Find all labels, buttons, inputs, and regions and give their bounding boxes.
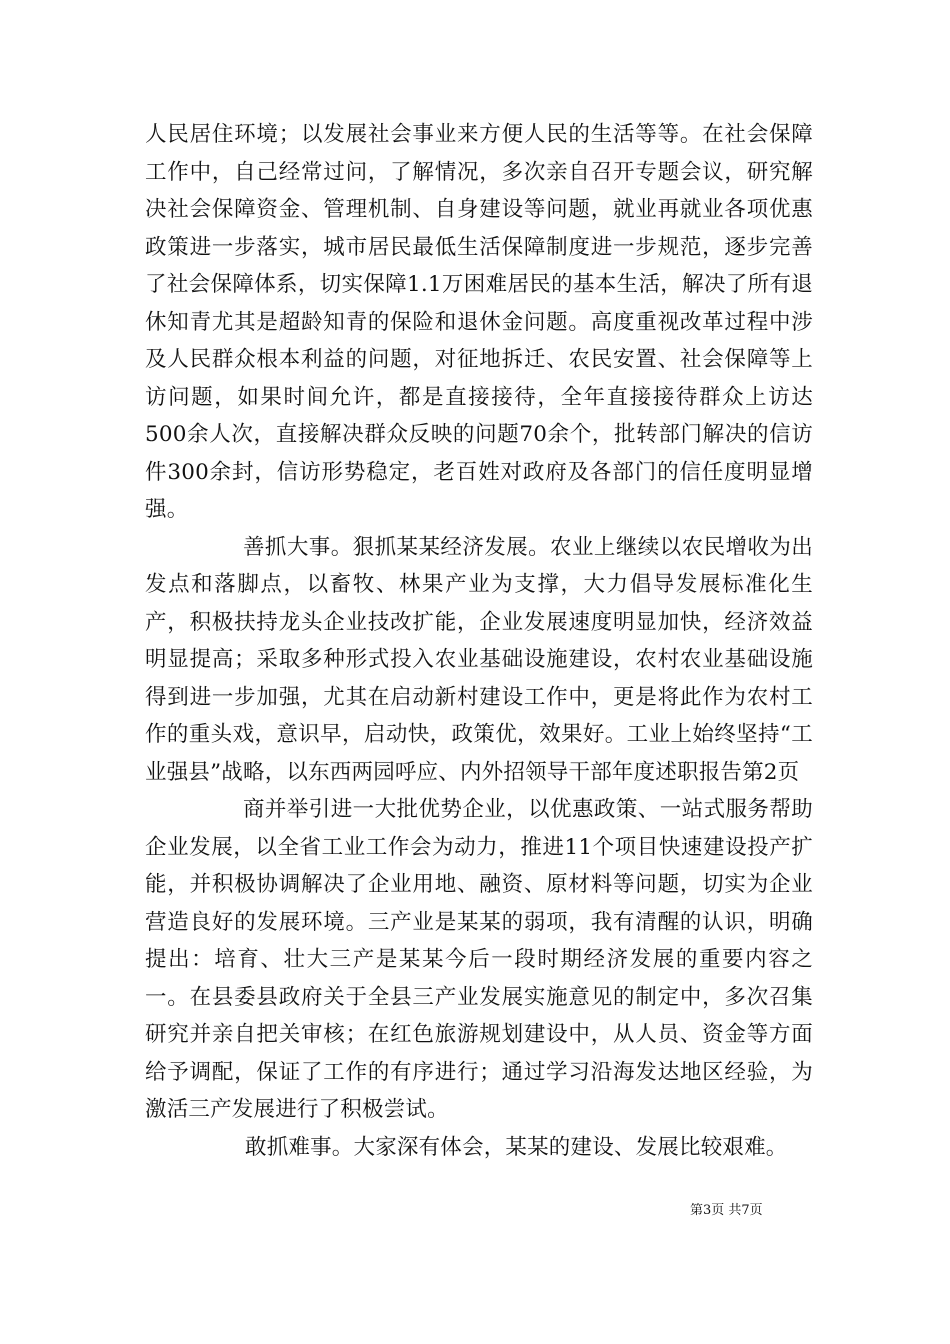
- paragraph-difficult-matters: 敢抓难事。大家深有体会，某某的建设、发展比较艰难。: [245, 1134, 788, 1160]
- paragraph-investment-promotion: 商并举引进一大批优势企业，以优惠政策、一站式服务帮助企业发展，以全省工业工作会为动力，推进11个项目快速建设投产扩能，并积极协调解决了企业用地、融资、原材料等问题，切实为企业营造良好的发展环境。三产业是某某的弱项，我有清醒的认识，明确提出：培育、壮大三产是某某今后一段时期经济发展的重要内容之一。在县委县政府关于全县三产业发展实施意见的制定中，多次召集研究并亲自把关审核；在红色旅游规划建设中，从人员、资金等方面给予调配，保证了工作的有序进行；通过学习沿海发达地区经验，为激活三产发展进行了积极尝试。: [145, 797, 813, 1122]
- paragraph-economic-development: 善抓大事。狠抓某某经济发展。农业上继续以农民增收为出发点和落脚点，以畜牧、林果产业为支撑，大力倡导发展标准化生产，积极扶持龙头企业技改扩能，企业发展速度明显加快，经济效益明显提高；采取多种形式投入农业基础设施建设，农村农业基础设施得到进一步加强，尤其在启动新村建设工作中，更是将此作为农村工作的重头戏，意识早，启动快，政策优，效果好。工业上始终坚持“工业强县”战略，以东西两园呼应、内外招领导干部年度述职报告第2页: [145, 534, 813, 785]
- document-body: [145, 116, 813, 1166]
- page-number-footer: 第3页 共7页: [690, 1203, 763, 1218]
- paragraph-social-security: 人民居住环境；以发展社会事业来方便人民的生活等等。在社会保障工作中，自己经常过问，了解情况，多次亲自召开专题会议，研究解决社会保障资金、管理机制、自身建设等问题，就业再就业各项优惠政策进一步落实，城市居民最低生活保障制度进一步规范，逐步完善了社会保障体系，切实保障1.1万困难居民的基本生活，解决了所有退休知青尤其是超龄知青的保险和退休金问题。高度重视改革过程中涉及人民群众根本利益的问题，对征地拆迁、农民安置、社会保障等上访问题，如果时间允许，都是直接接待，全年直接接待群众上访达500余人次，直接解决群众反映的问题70余个，批转部门解决的信访件300余封，信访形势稳定，老百姓对政府及各部门的信任度明显增强。: [145, 122, 813, 522]
